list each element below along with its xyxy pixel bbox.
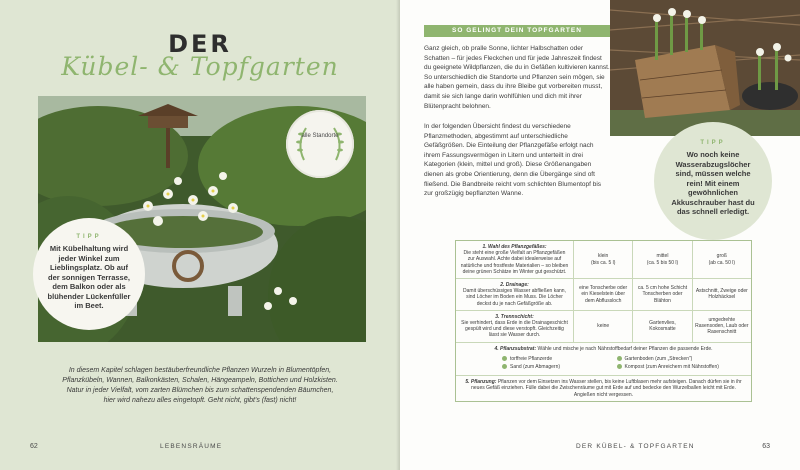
tip-bubble-left bbox=[33, 218, 145, 330]
row2-small: eine Tonscherbe oder ein Kieselstein über dem Abflussloch bbox=[574, 279, 633, 310]
page-number-left: 62 bbox=[30, 443, 38, 450]
tip-label: TIPP bbox=[76, 234, 102, 240]
row4-desc: 4. Pflanzsubstrat: Wähle und mische je nach Nährstoffbedarf deiner Pflanzen die passende Erde. torffreie Pflanzerde Gartenboden (zum „Strecken“) Sand (zum Abmagern) Kompost (zum Anreichern mit Nährstoffen) bbox=[456, 343, 751, 376]
substrate-list bbox=[502, 356, 725, 370]
row3-large: umgedrehte Rasensoden, Laub oder Rasenschnitt bbox=[695, 316, 749, 336]
list-item: Sand (zum Abmagern) bbox=[502, 364, 611, 370]
right-page bbox=[400, 0, 800, 470]
chapter-subtitle: Kübel- & Topfgarten bbox=[61, 52, 339, 81]
row3-small: keine bbox=[574, 311, 633, 342]
row1-large: groß (ab ca. 50 l) bbox=[708, 253, 736, 266]
planter-box-photo bbox=[610, 0, 800, 136]
row3-desc: 3. Trennschicht: Sie verhindert, dass Erde in die Drainageschicht gespült wird und diese verstopft. Gleichzeitig lässt sie Wasser durch. bbox=[456, 311, 574, 342]
list-item: torffreie Pflanzerde bbox=[502, 356, 611, 362]
laurel-icon bbox=[286, 110, 354, 178]
row1-small: klein (bis ca. 5 l) bbox=[574, 241, 633, 278]
row2-medium: ca. 5 cm hohe Schicht Tonscherben oder Blähton bbox=[633, 279, 692, 310]
list-item: Kompost (zum Anreichern mit Nährstoffen) bbox=[617, 364, 726, 370]
bullet-icon bbox=[617, 364, 622, 369]
location-badge bbox=[286, 110, 354, 178]
row2-desc: 2. Drainage: Damit überschüssiges Wasser abfließen kann, sind Löcher im Boden ein Muss. Die Löcher deckst du je nach Gefäßgröße ab. bbox=[456, 279, 574, 310]
row1-medium: mittel (ca. 5 bis 50 l) bbox=[633, 241, 692, 278]
table-row bbox=[456, 311, 751, 343]
table-row bbox=[456, 376, 751, 401]
tip-bubble-right bbox=[654, 122, 772, 240]
table-row bbox=[456, 343, 751, 377]
row2-large: Astschnitt, Zweige oder Holzhäcksel bbox=[695, 288, 748, 301]
row3-medium: Gartenvlies, Kokosmatte bbox=[633, 311, 692, 342]
list-item: Gartenboden (zum „Strecken“) bbox=[617, 356, 726, 362]
table-row bbox=[456, 241, 751, 279]
chapter-intro: In diesem Kapitel schlagen bestäuberfreundliche Pflanzen Wurzeln in Blumentöpfen, Pflanzkübeln, Wannen, Balkonkästen, Schalen, Hängeampeln, Bottichen und Holzkisten. Natur in jeder Vielfalt, vom zarten Blümchen bis zum schattenspendenden Bäumchen, hier wird nahezu alles eingetopft. Geht nicht, gibt's (fast) nicht! bbox=[62, 367, 338, 404]
page-number-right: 63 bbox=[762, 443, 770, 450]
table-row bbox=[456, 279, 751, 311]
body-paragraph-1: Ganz gleich, ob pralle Sonne, lichter Halbschatten oder Schatten – für jedes Fleckchen und für jede Jahreszeit findest du geeignete Wildpflanzen, die du in Gefäßen kultivieren kannst. So unterschiedlich die Standorte und Pflanzen sein mögen, sie alle haben gemein, dass du ihre Bleibe gut vorbereiten musst, damit sie sich lange darin wohlfühlen und dich mit ihrer Blütenpracht belohnen. bbox=[424, 45, 610, 110]
footer-label-right: DER KÜBEL- & TOPFGARTEN bbox=[576, 443, 695, 450]
pot-planting-table bbox=[455, 240, 752, 402]
footer-label-left: LEBENSRÄUME bbox=[160, 443, 223, 450]
tip-label-right: TIPP bbox=[700, 140, 726, 146]
section-header: SO GELINGT DEIN TOPFGARTEN bbox=[424, 25, 610, 37]
row1-desc: 1. Wahl des Pflanzgefäßes: Die steht eine große Vielfalt an Pflanzgefäßen zur Auswahl. Achte dabei idealerweise auf natürliche und frostfeste Materialien – so bleiben deine grünen Schätze im Winter gut geschützt. bbox=[456, 241, 574, 278]
tip-text: Mit Kübelhaltung wird jeder Winkel zum Lieblingsplatz. Ob auf der sonnigen Terrasse, dem Balkon oder als blühender Lückenfüller im Beet. bbox=[47, 244, 131, 310]
bullet-icon bbox=[502, 364, 507, 369]
body-paragraph-2: In der folgenden Übersicht findest du verschiedene Pflanzmethoden, abgestimmt auf unterschiedliche Gefäßgrößen. Die Einteilung der Pflanzgefäße erfolgt nach ihrem Fassungsvermögen in Litern und unterteilt in drei Kategorien (klein, mittel und groß). Diese Größenangaben dienen als grobe Orientierung, denn die Übergänge sind oft fließend. Die Bandbreite reicht vom schlichten Blumentopf bis zur großzügig bepflanzten Wanne. bbox=[424, 123, 602, 198]
location-badge-text: alle Standorte bbox=[301, 133, 339, 139]
bullet-icon bbox=[502, 356, 507, 361]
tip-text-right: Wo noch keine Wasserabzugslöcher sind, müssen welche rein! Mit einem gewöhnlichen Akkuschrauber hast du das schnell erledigt. bbox=[671, 150, 755, 216]
chapter-title: DER bbox=[168, 30, 232, 58]
planter-illustration bbox=[610, 0, 800, 136]
bullet-icon bbox=[617, 356, 622, 361]
row5-desc: 5. Pflanzung: Pflanzen vor dem Einsetzen ins Wasser stellen, bis keine Luftblasen mehr aufsteigen. Danach dürfen sie in ihr neues Gefäß einziehen. Fülle dabei die Zwischenräume gut mit Erde auf und bedecke den Wurzelballen leicht mit Erde. Angießen nicht vergessen. bbox=[465, 379, 742, 398]
